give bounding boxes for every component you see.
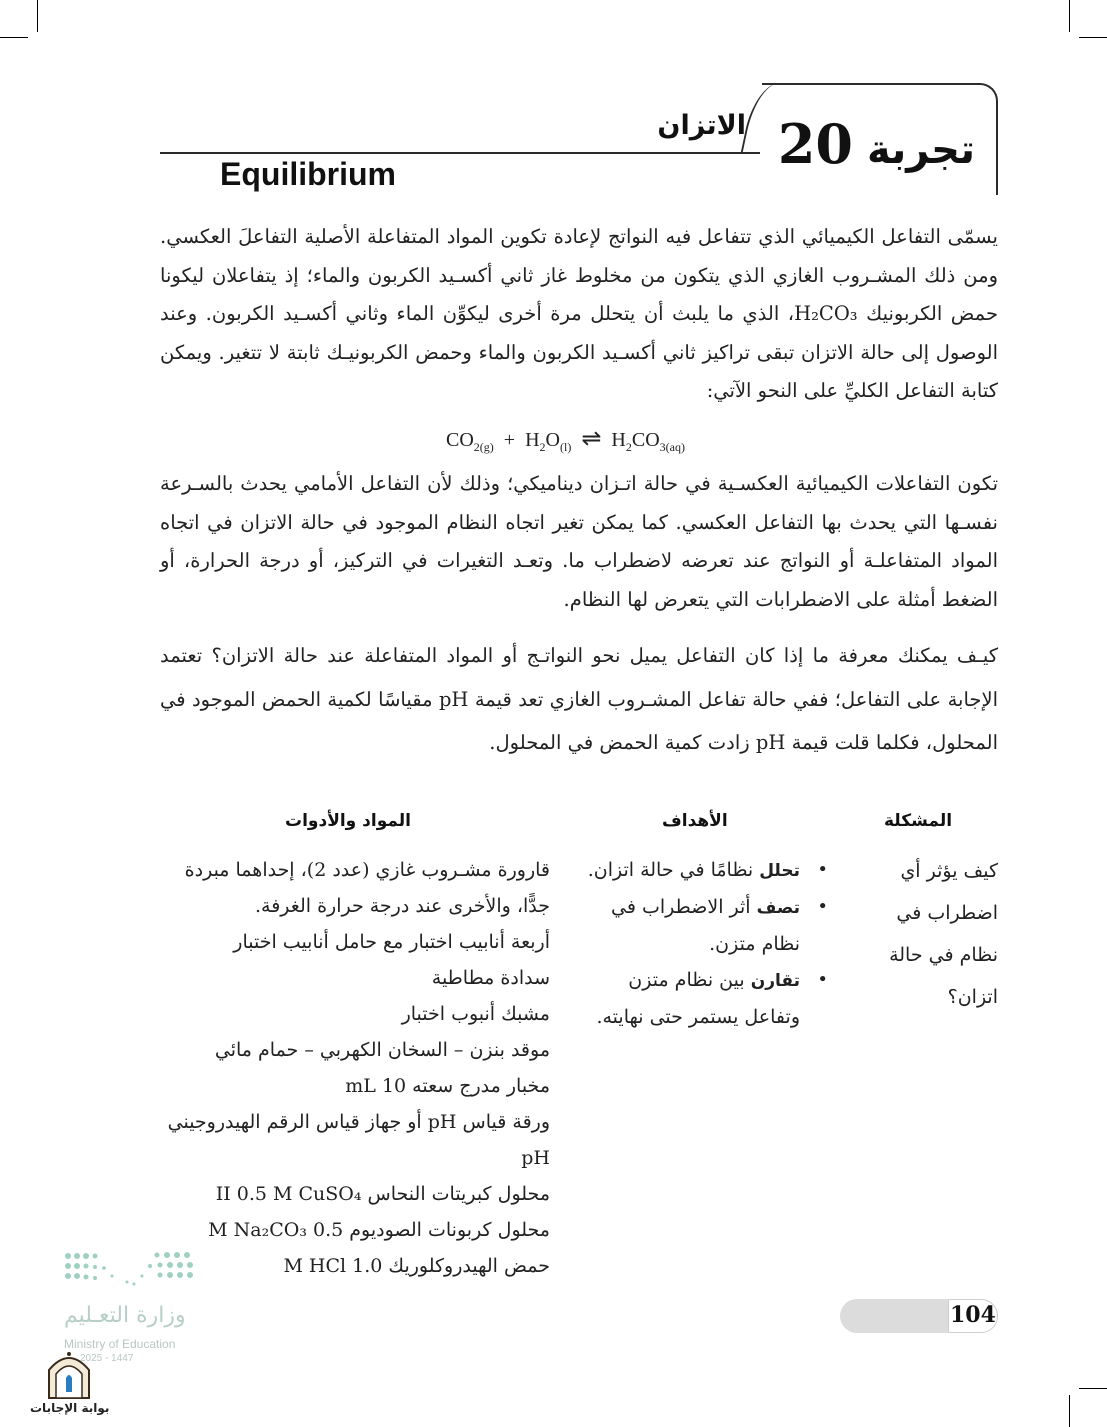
page-number: 104 xyxy=(950,1302,996,1328)
experiment-number: 20 xyxy=(777,112,853,176)
english-topic-title: Equilibrium xyxy=(220,156,396,192)
question-paragraph: كيـف يمكنك معرفة ما إذا كان التفاعل يميل نحو النواتـج أو المواد المتفاعلة عند حالة الاتزان؟ تعتمد الإجابة على التفاعل؛ ففي حالة تفاعل المشـروب الغازي تعد قيمة pH مقياسًا لكمية الحمض الموجود في المحلول، فكلما قلت قيمة pH زادت كمية الحمض في المحلول. xyxy=(160,644,999,754)
eq-sub: 2 xyxy=(625,440,632,454)
eq-sub: 3(aq) xyxy=(659,440,685,454)
eq-sub: 2 xyxy=(539,440,546,454)
ministry-name-arabic: وزارة التعـليم xyxy=(64,1303,186,1328)
ministry-year: 2025 - 1447 xyxy=(80,1353,134,1364)
eq-sub: 2(g) xyxy=(473,440,494,454)
goal-verb: تحلل xyxy=(759,861,800,881)
eq-co3: CO xyxy=(631,429,660,451)
goal-item xyxy=(572,962,834,1035)
goal-verb: تقارن xyxy=(750,971,800,991)
goals-heading: الأهداف xyxy=(662,811,728,831)
material-item: محلول كبريتات النحاس II 0.5 M CuSO₄ xyxy=(215,1183,550,1205)
materials-heading: المواد والأدوات xyxy=(285,811,411,831)
material-item: حمض الهيدروكلوريك 1.0 M HCl xyxy=(283,1255,550,1277)
material-item: محلول كربونات الصوديوم 0.5 M Na₂CO₃ xyxy=(208,1219,550,1241)
materials-list xyxy=(160,852,550,1284)
intro-paragraph: يسمّى التفاعل الكيميائي الذي تتفاعل فيه النواتج لإعادة تكوين المواد المتفاعلة الأصلية التفاعلَ العكسي. ومن ذلك المشـروب الغازي الذي يتكون من مخلوط غاز ثاني أكسـيد الكربون والماء؛ إذ يتفاعلان ليكونا حمض الكربونيك H₂CO₃، الذي ما يلبث أن يتحلل مرة أخرى ليكوِّن الماء وثاني أكسـيد الكربون. وعند الوصول إلى حالة الاتزان تبقى تراكيز ثاني أكسـيد الكربون والماء وحمض الكربونيـك ثابتة لا تتغير. ويمكن كتابة التفاعل الكليِّ على النحو الآتي: xyxy=(160,225,998,402)
goal-item xyxy=(572,852,834,889)
goal-text: بين نظام متزن وتفاعل يستمر حتى نهايته. xyxy=(596,969,800,1028)
material-item: موقد بنزن – السخان الكهربي – حمام مائي xyxy=(214,1039,550,1061)
eq-o: O xyxy=(545,429,560,451)
ministry-logo-dots-icon xyxy=(62,1250,202,1290)
material-item: مشبك أنبوب اختبار xyxy=(401,1003,550,1025)
material-item: سدادة مطاطية xyxy=(431,967,550,989)
ministry-name-english: Ministry of Education xyxy=(64,1337,176,1351)
problem-heading: المشكلة xyxy=(884,811,953,831)
goal-text: أثر الاضطراب في نظام متزن. xyxy=(611,896,800,955)
chemical-equation xyxy=(446,424,685,455)
arabic-topic-title: الاتزان xyxy=(657,110,746,141)
material-item: أربعة أنابيب اختبار مع حامل أنابيب اختبار xyxy=(233,931,550,953)
problem-text: كيف يؤثر أي اضطراب في نظام في حالة اتزان؟ xyxy=(889,860,998,1008)
experiment-title xyxy=(778,112,975,176)
eq-co: CO xyxy=(446,429,474,451)
goal-verb: تصف xyxy=(756,898,800,918)
crop-mark xyxy=(1069,0,1070,32)
crop-mark xyxy=(0,37,28,38)
goal-text: نظامًا في حالة اتزان. xyxy=(587,859,760,881)
eq-h: H xyxy=(525,429,540,451)
dynamic-paragraph: تكون التفاعلات الكيميائية العكسـية في حالة اتـزان ديناميكي؛ وذلك لأن التفاعل الأمامي يحدث بالسـرعة نفسـها التي يحدث بها التفاعل العكسي. كما يمكن تغير اتجاه النظام الموجود في حالة الاتزان في اتجاه المواد المتفاعلـة أو النواتج عند تعرضه لاضطراب ما. وتعـد التغيرات في التركيز، أو درجة الحرارة، أو الضغط أمثلة على الاضطرابات التي يتعرض لها النظام. xyxy=(160,472,998,611)
material-item: مخبار مدرج سعته 10 mL xyxy=(345,1075,550,1097)
experiment-word: تجربة xyxy=(866,127,975,173)
crop-mark xyxy=(1079,1388,1107,1389)
crop-mark xyxy=(37,0,38,32)
crop-mark xyxy=(1069,1395,1070,1427)
material-item: قارورة مشـروب غازي (عدد 2)، إحداهما مبردة جدًّا، والأخرى عند درجة حرارة الغرفة. xyxy=(184,859,550,917)
answers-gate-watermark: بوابة الإجابات xyxy=(30,1401,110,1415)
equilibrium-arrow-icon: ⇌ xyxy=(581,426,602,452)
header-rule xyxy=(160,152,760,154)
goal-item xyxy=(572,889,834,962)
eq-sub: (l) xyxy=(559,440,572,454)
answers-gate-logo-icon xyxy=(44,1348,94,1400)
crop-mark xyxy=(1079,37,1107,38)
material-item: ورقة قياس pH أو جهاز قياس الرقم الهيدروجيني pH xyxy=(167,1111,550,1169)
eq-h: H xyxy=(611,429,626,451)
goals-list xyxy=(572,852,834,1035)
eq-plus: + xyxy=(503,429,516,451)
